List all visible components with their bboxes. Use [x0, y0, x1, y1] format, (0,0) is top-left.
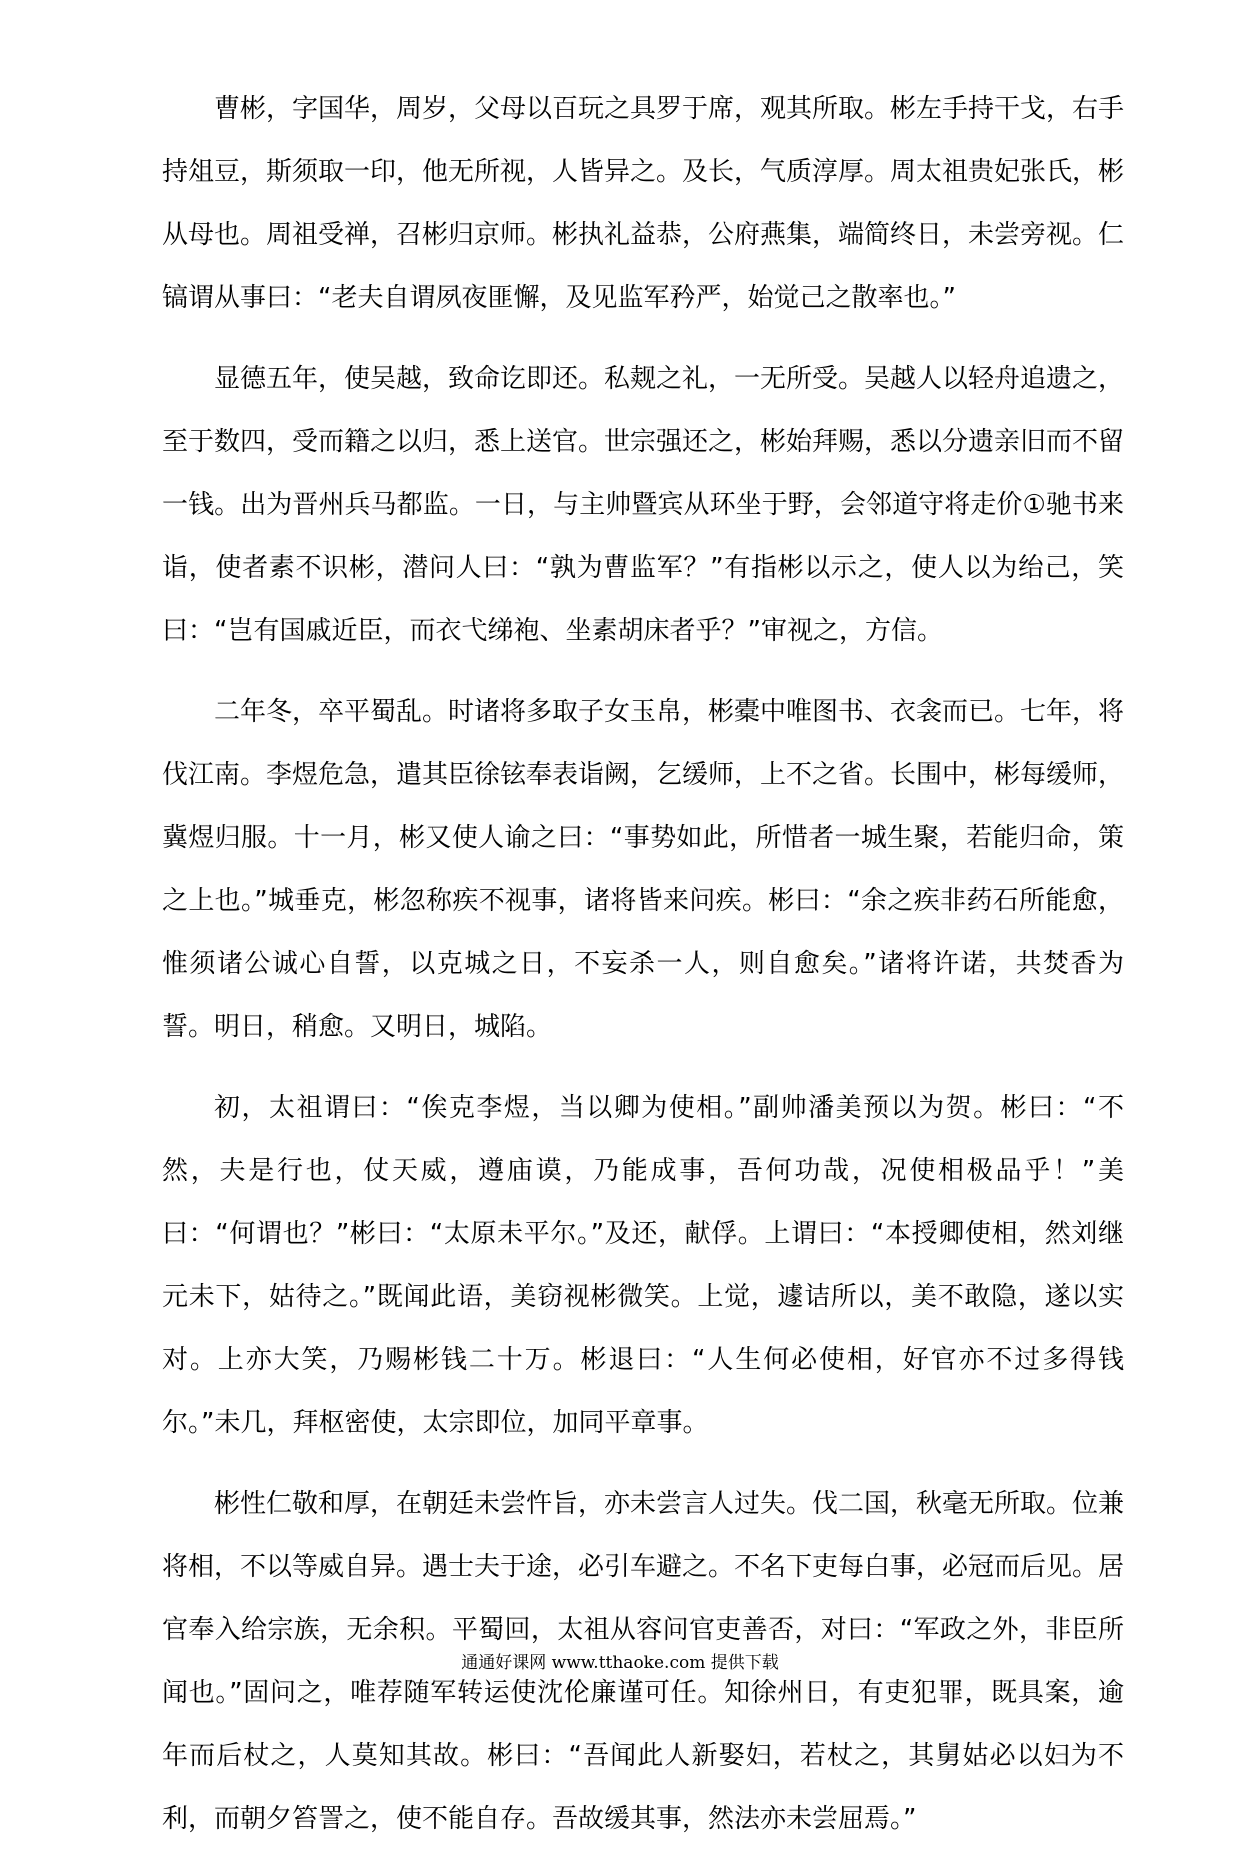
- paragraph-5: 彬性仁敬和厚，在朝廷未尝忤旨，亦未尝言人过失。伐二国，秋毫无所取。位兼将相，不以等威自异。遇士夫于途，必引车避之。不名下吏每白事，必冠而后见。居官奉入给宗族，无余积。平蜀回，太祖从容问官吏善否，对曰：“军政之外，非臣所闻也。”固问之，唯荐随军转运使沈伦廉谨可任。知徐州日，有吏犯罪，既具案，逾年而后杖之，人莫知其故。彬曰：“吾闻此人新娶妇，若杖之，其舅姑必以妇为不利，而朝夕笞詈之，使不能自存。吾故缓其事，然法亦未尝屈焉。”: [162, 1489, 1125, 1834]
- paragraph-1: 曹彬，字国华，周岁，父母以百玩之具罗于席，观其所取。彬左手持干戈，右手持俎豆，斯须取一印，他无所视，人皆异之。及长，气质淳厚。周太祖贵妃张氏，彬从母也。周祖受禅，召彬归京师。彬执礼益恭，公府燕集，端简终日，未尝旁视。仁镐谓从事曰：“老夫自谓夙夜匪懈，及见监军矜严，始觉己之散率也。”: [162, 94, 1125, 313]
- paragraph-2: 显德五年，使吴越，致命讫即还。私觌之礼，一无所受。吴越人以轻舟追遗之，至于数四，受而籍之以归，悉上送官。世宗强还之，彬始拜赐，悉以分遗亲旧而不留一钱。出为晋州兵马都监。一日，与主帅暨宾从环坐于野，会邻道守将走价①驰书来诣，使者素不识彬，潜问人曰：“孰为曹监军？”有指彬以示之，使人以为绐己，笑曰：“岂有国戚近臣，而衣弋绨袍、坐素胡床者乎？”审视之，方信。: [162, 364, 1125, 646]
- article-body: [162, 78, 1124, 1869]
- paragraph-4: 初，太祖谓曰：“俟克李煜，当以卿为使相。”副帅潘美预以为贺。彬曰：“不然，夫是行也，仗天威，遵庙谟，乃能成事，吾何功哉，况使相极品乎！”美曰：“何谓也？”彬曰：“太原未平尔。”及还，献俘。上谓曰：“本授卿使相，然刘继元未下，姑待之。”既闻此语，美窃视彬微笑。上觉，遽诘所以，美不敢隐，遂以实对。上亦大笑，乃赐彬钱二十万。彬退曰：“人生何必使相，好官亦不过多得钱尔。”未几，拜枢密使，太宗即位，加同平章事。: [162, 1093, 1124, 1438]
- paragraph-3: 二年冬，卒平蜀乱。时诸将多取子女玉帛，彬橐中唯图书、衣衾而已。七年，将伐江南。李煜危急，遣其臣徐铉奉表诣阙，乞缓师，上不之省。长围中，彬每缓师，冀煜归服。十一月，彬又使人谕之曰：“事势如此，所惜者一城生聚，若能归命，策之上也。”城垂克，彬忽称疾不视事，诸将皆来问疾。彬曰：“余之疾非药石所能愈，惟须诸公诚心自誓，以克城之日，不妄杀一人，则自愈矣。”诸将许诺，共焚香为誓。明日，稍愈。又明日，城陷。: [162, 697, 1125, 1042]
- page-footer: 通通好课网 www.tthaoke.com 提供下载: [461, 1653, 779, 1673]
